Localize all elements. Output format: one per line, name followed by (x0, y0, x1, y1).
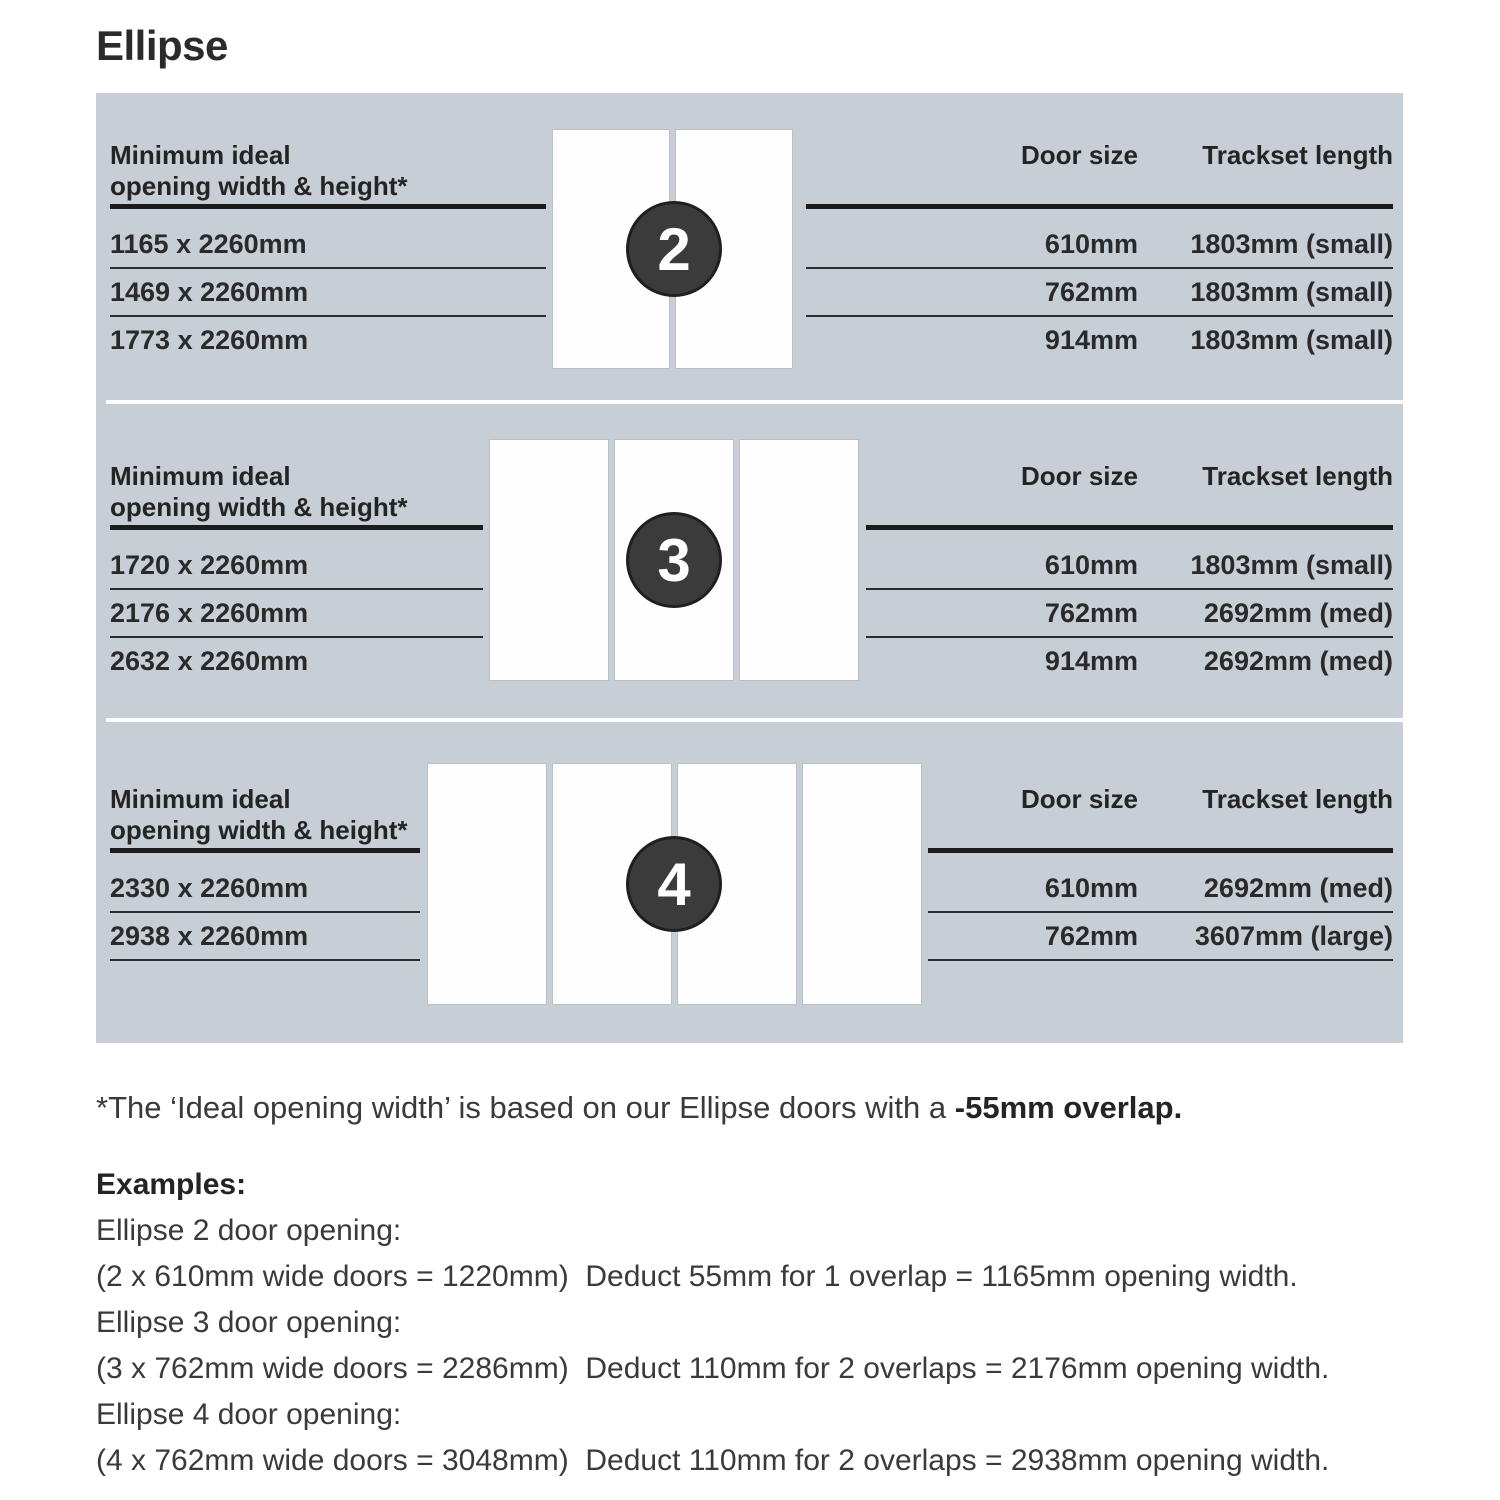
opening-row (110, 853, 420, 913)
door-size-value: 610mm (1044, 549, 1138, 580)
trackset-value: 2692mm (med) (1203, 872, 1393, 903)
opening-header-line1: Minimum ideal (110, 461, 291, 491)
door-size-value: 914mm (1044, 645, 1138, 676)
footnote-bold: -55mm overlap. (954, 1090, 1183, 1125)
trackset-table-header (806, 140, 1393, 209)
door-panel (428, 764, 546, 1004)
example-line: Ellipse 3 door opening: (96, 1306, 402, 1339)
trackset-row (928, 913, 1393, 961)
trackset-table-header (928, 784, 1393, 853)
example-line: (4 x 762mm wide doors = 3048mm) Deduct 110mm for 2 overlaps = 2938mm opening width. (96, 1444, 1330, 1477)
example-line: Ellipse 2 door opening: (96, 1214, 402, 1247)
opening-header-line2: opening width & height* (110, 815, 408, 845)
door-size-value: 914mm (1044, 324, 1138, 355)
opening-header-line2: opening width & height* (110, 171, 408, 201)
trackset-table (866, 461, 1393, 684)
example-line: Ellipse 4 door opening: (96, 1398, 402, 1431)
door-count: 3 (657, 526, 691, 594)
opening-size-header (110, 784, 420, 853)
door-size-value: 610mm (1044, 228, 1138, 259)
example-line: (2 x 610mm wide doors = 1220mm) Deduct 55mm for 1 overlap = 1165mm opening width. (96, 1260, 1298, 1293)
door-size-value: 762mm (1044, 276, 1138, 307)
opening-value: 1165 x 2260mm (110, 228, 307, 259)
door-size-value: 762mm (1044, 597, 1138, 628)
opening-size-table (110, 784, 420, 961)
door-count: 2 (657, 215, 691, 283)
trackset-value: 1803mm (small) (1190, 276, 1393, 307)
page-title: Ellipse (96, 22, 228, 69)
trackset-value: 2692mm (med) (1203, 645, 1393, 676)
opening-row (110, 638, 483, 684)
trackset-table-header (866, 461, 1393, 530)
door-size-header: Door size (1020, 461, 1138, 491)
opening-row (110, 590, 483, 638)
footnote-text: *The ‘Ideal opening width’ is based on our Ellipse doors with a (96, 1090, 955, 1125)
door-count-badge (626, 512, 722, 608)
door-size-header: Door size (1020, 784, 1138, 814)
footnote (96, 1090, 1182, 1126)
opening-row (110, 913, 420, 961)
opening-size-header (110, 461, 483, 530)
door-panel (490, 440, 608, 680)
opening-header-line2: opening width & height* (110, 492, 408, 522)
opening-value: 2330 x 2260mm (110, 872, 309, 903)
trackset-table (806, 140, 1393, 363)
opening-header-line1: Minimum ideal (110, 784, 291, 814)
opening-value: 1720 x 2260mm (110, 549, 309, 580)
opening-value: 2176 x 2260mm (110, 597, 309, 628)
panel-3-door (96, 404, 1403, 718)
opening-value: 2938 x 2260mm (110, 920, 309, 951)
trackset-value: 3607mm (large) (1194, 920, 1393, 951)
opening-value: 2632 x 2260mm (110, 645, 309, 676)
opening-value: 1469 x 2260mm (110, 276, 309, 307)
trackset-value: 1803mm (small) (1190, 228, 1393, 259)
opening-value: 1773 x 2260mm (110, 324, 309, 355)
door-panel (740, 440, 858, 680)
trackset-table (928, 784, 1393, 961)
example-line: (3 x 762mm wide doors = 2286mm) Deduct 110mm for 2 overlaps = 2176mm opening width. (96, 1352, 1330, 1385)
trackset-row (806, 317, 1393, 363)
trackset-length-header: Trackset length (1202, 461, 1393, 491)
opening-row (110, 530, 483, 590)
trackset-value: 2692mm (med) (1203, 597, 1393, 628)
door-panel (803, 764, 921, 1004)
examples-heading: Examples: (96, 1168, 247, 1201)
door-count: 4 (657, 850, 691, 918)
trackset-row (866, 530, 1393, 590)
panel-2-door (96, 93, 1403, 400)
opening-header-line1: Minimum ideal (110, 140, 291, 170)
door-size-header: Door size (1020, 140, 1138, 170)
trackset-value: 1803mm (small) (1190, 324, 1393, 355)
trackset-row (866, 638, 1393, 684)
opening-size-table (110, 140, 546, 363)
opening-size-header (110, 140, 546, 209)
trackset-row (806, 209, 1393, 269)
trackset-row (866, 590, 1393, 638)
trackset-length-header: Trackset length (1202, 784, 1393, 814)
door-size-value: 762mm (1044, 920, 1138, 951)
door-count-badge (626, 836, 722, 932)
door-count-badge (626, 201, 722, 297)
trackset-length-header: Trackset length (1202, 140, 1393, 170)
door-size-value: 610mm (1044, 872, 1138, 903)
trackset-row (928, 853, 1393, 913)
opening-row (110, 317, 546, 363)
opening-row (110, 269, 546, 317)
panel-4-door (96, 722, 1403, 1043)
trackset-row (806, 269, 1393, 317)
trackset-value: 1803mm (small) (1190, 549, 1393, 580)
examples-section (96, 1162, 1329, 1484)
spec-panels (96, 93, 1403, 1043)
opening-row (110, 209, 546, 269)
opening-size-table (110, 461, 483, 684)
